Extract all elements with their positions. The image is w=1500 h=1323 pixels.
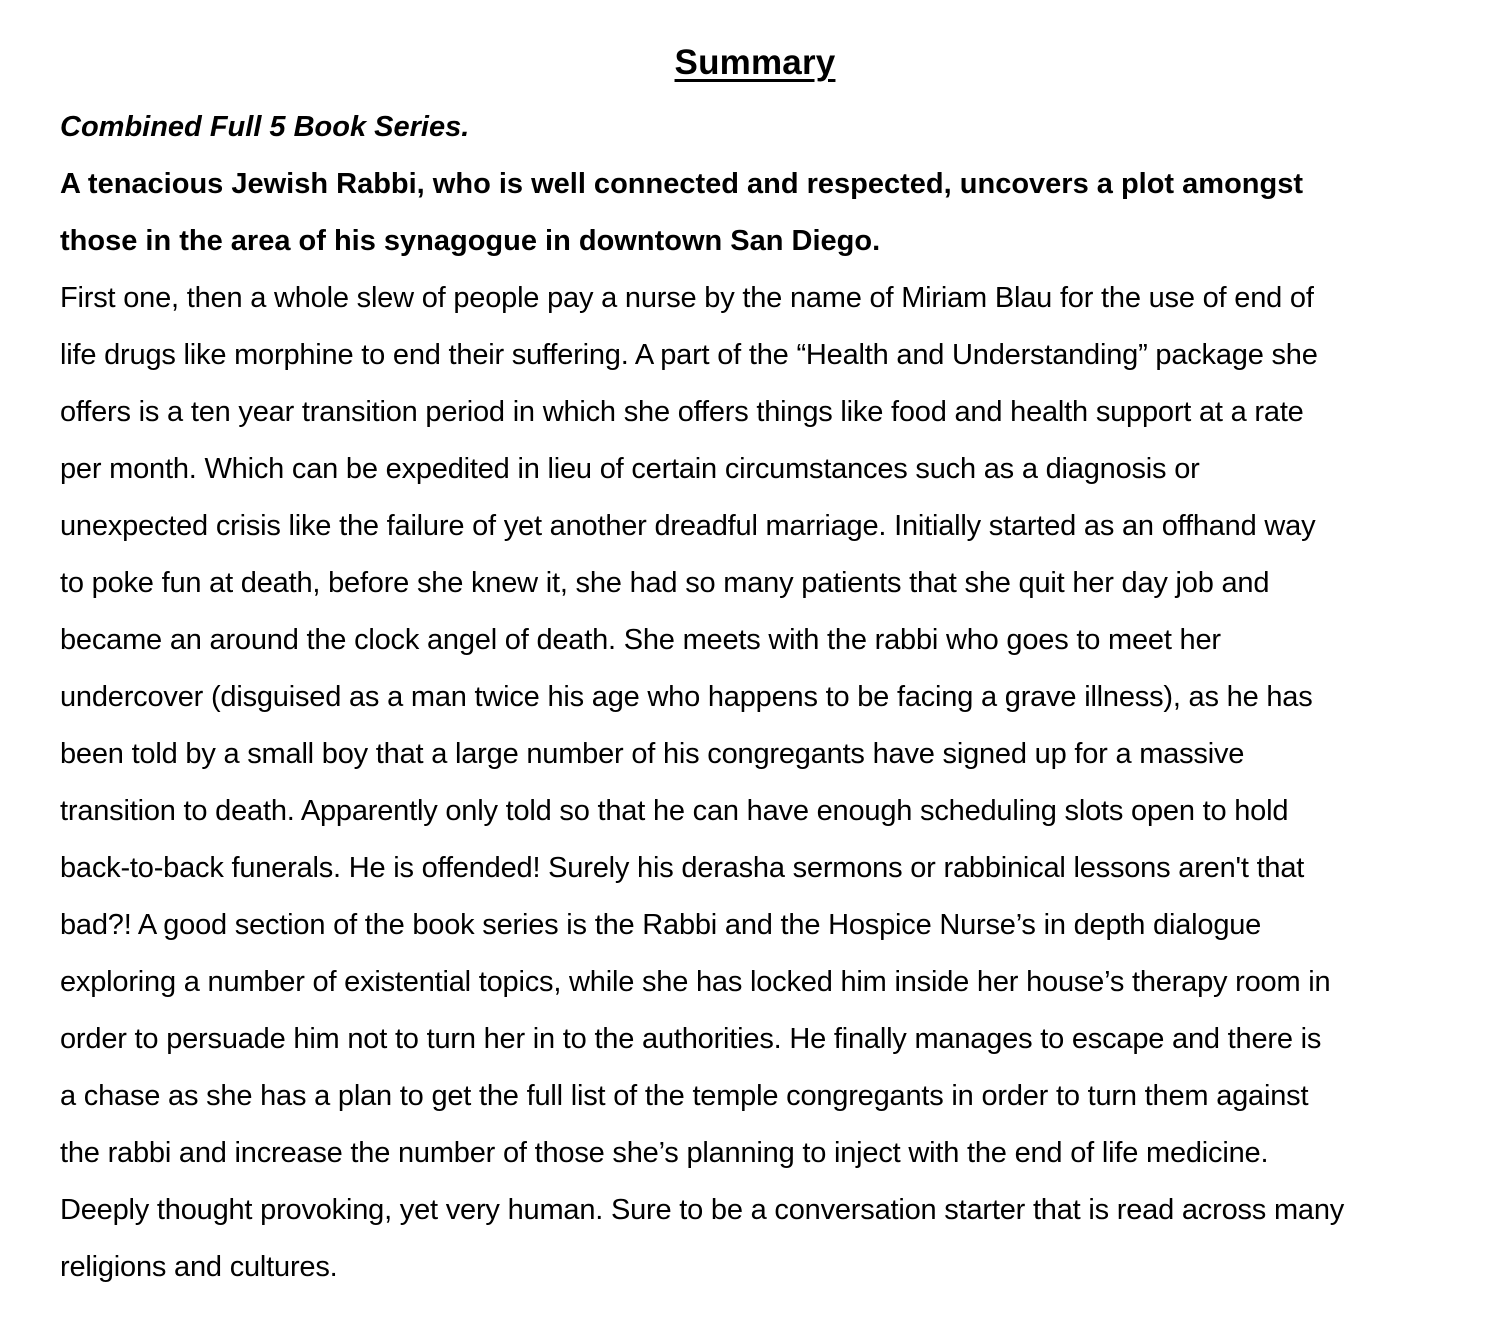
text-line: Deeply thought provoking, yet very human. Sure to be a conversation starter that is read across many: [60, 1194, 1345, 1226]
body-paragraph: [60, 270, 1450, 1296]
series-tagline: Combined Full 5 Book Series.: [60, 111, 470, 143]
text-line: undercover (disguised as a man twice his age who happens to be facing a grave illness), as he has: [60, 681, 1313, 713]
text-line: to poke fun at death, before she knew it, she had so many patients that she quit her day job and: [60, 567, 1270, 599]
text-line: exploring a number of existential topics, while she has locked him inside her house’s therapy room in: [60, 966, 1331, 998]
page-title-text: Summary: [674, 43, 836, 82]
text-line: order to persuade him not to turn her in to the authorities. He finally manages to escape and there is: [60, 1023, 1322, 1055]
text-line: transition to death. Apparently only told so that he can have enough scheduling slots open to hold: [60, 795, 1289, 827]
text-line: First one, then a whole slew of people pay a nurse by the name of Miriam Blau for the use of end of: [60, 282, 1314, 314]
text-line: bad?! A good section of the book series is the Rabbi and the Hospice Nurse’s in depth dialogue: [60, 909, 1262, 941]
text-line: back-to-back funerals. He is offended! Surely his derasha sermons or rabbinical lessons aren't that: [60, 852, 1305, 884]
text-line: a chase as she has a plan to get the full list of the temple congregants in order to turn them against: [60, 1080, 1309, 1112]
text-line: per month. Which can be expedited in lieu of certain circumstances such as a diagnosis or: [60, 453, 1200, 485]
text-line: A tenacious Jewish Rabbi, who is well connected and respected, uncovers a plot amongst: [60, 168, 1303, 200]
text-line: offers is a ten year transition period in which she offers things like food and health support at a rate: [60, 396, 1304, 428]
intro-paragraph: [60, 156, 1450, 270]
page-title: [60, 34, 1450, 91]
text-line: the rabbi and increase the number of those she’s planning to inject with the end of life medicine.: [60, 1137, 1269, 1169]
text-line: life drugs like morphine to end their suffering. A part of the “Health and Understanding” package she: [60, 339, 1318, 371]
text-line: religions and cultures.: [60, 1251, 338, 1283]
text-line: been told by a small boy that a large number of his congregants have signed up for a massive: [60, 738, 1245, 770]
text-line: unexpected crisis like the failure of yet another dreadful marriage. Initially started as an offhand way: [60, 510, 1316, 542]
text-line: those in the area of his synagogue in downtown San Diego.: [60, 225, 881, 257]
text-line: became an around the clock angel of death. She meets with the rabbi who goes to meet her: [60, 624, 1221, 656]
